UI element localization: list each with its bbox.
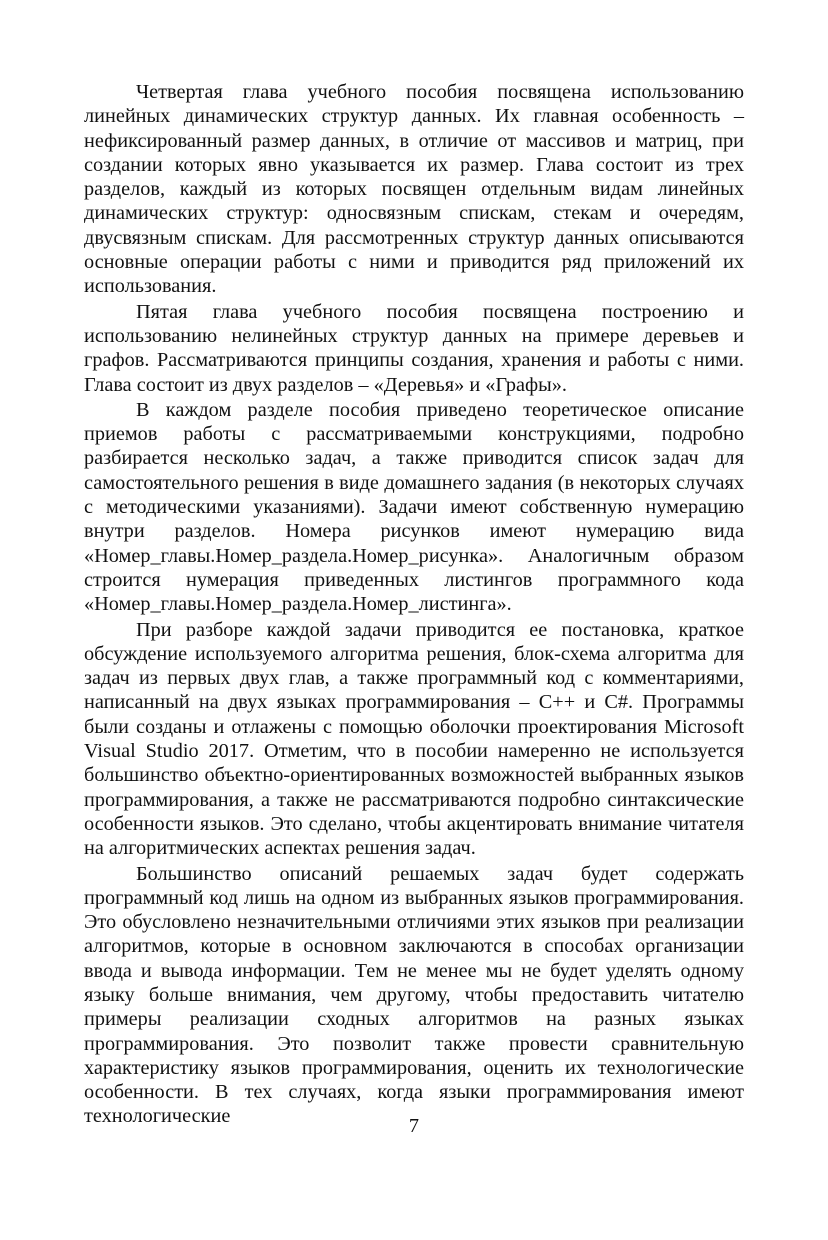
- page-body: [84, 80, 744, 1129]
- paragraph-task-analysis: При разборе каждой задачи приводится ее постановка, краткое обсуждение используемого алгоритма решения, блок-схема алгоритма для задач из первых двух глав, а также программный код с комментариями, написанный на двух языках программирования – C++ и C#. Программы были созданы и отлажены с помощью оболочки проектирования Microsoft Visual Studio 2017. Отметим, что в пособии намеренно не используется большинство объектно-ориентированных возможностей выбранных языков программирования, а также не рассматриваются подробно синтаксические особенности языков. Это сделано, чтобы акцентировать внимание читателя на алгоритмических аспектах решения задач.: [84, 618, 744, 860]
- paragraph-section-structure: В каждом разделе пособия приведено теоретическое описание приемов работы с рассматриваемыми конструкциями, подробно разбирается несколько задач, а также приводится список задач для самостоятельного решения в виде домашнего задания (в некоторых случаях с методическими указаниями). Задачи имеют собственную нумерацию внутри разделов. Номера рисунков имеют нумерацию вида «Номер_главы.Номер_раздела.Номер_рисунка». Аналогичным образом строится нумерация приведенных листингов программного кода «Номер_главы.Номер_раздела.Номер_листинга».: [84, 398, 744, 616]
- paragraph-chapter-five: Пятая глава учебного пособия посвящена построению и использованию нелинейных структур данных на примере деревьев и графов. Рассматриваются принципы создания, хранения и работы с ними. Глава состоит из двух разделов – «Деревья» и «Графы».: [84, 300, 744, 396]
- paragraph-languages: Большинство описаний решаемых задач будет содержать программный код лишь на одном из выбранных языков программирования. Это обусловлено незначительными отличиями этих языков при реализации алгоритмов, которые в основном заключаются в способах организации ввода и вывода информации. Тем не менее мы не будет уделять одному языку больше внимания, чем другому, чтобы предоставить читателю примеры реализации сходных алгоритмов на разных языках программирования. Это позволит также провести сравнительную характеристику языков программирования, оценить их технологические особенности. В тех случаях, когда языки программирования имеют технологические: [84, 862, 744, 1128]
- page-number: 7: [408, 1115, 420, 1137]
- paragraph-chapter-four: Четвертая глава учебного пособия посвящена использованию линейных динамических структур данных. Их главная особенность – нефиксированный размер данных, в отличие от массивов и матриц, при создании которых явно указывается их размер. Глава состоит из трех разделов, каждый из которых посвящен отдельным видам линейных динамических структур: односвязным спискам, стекам и очередям, двусвязным спискам. Для рассмотренных структур данных описываются основные операции работы с ними и приводится ряд приложений их использования.: [84, 81, 744, 298]
